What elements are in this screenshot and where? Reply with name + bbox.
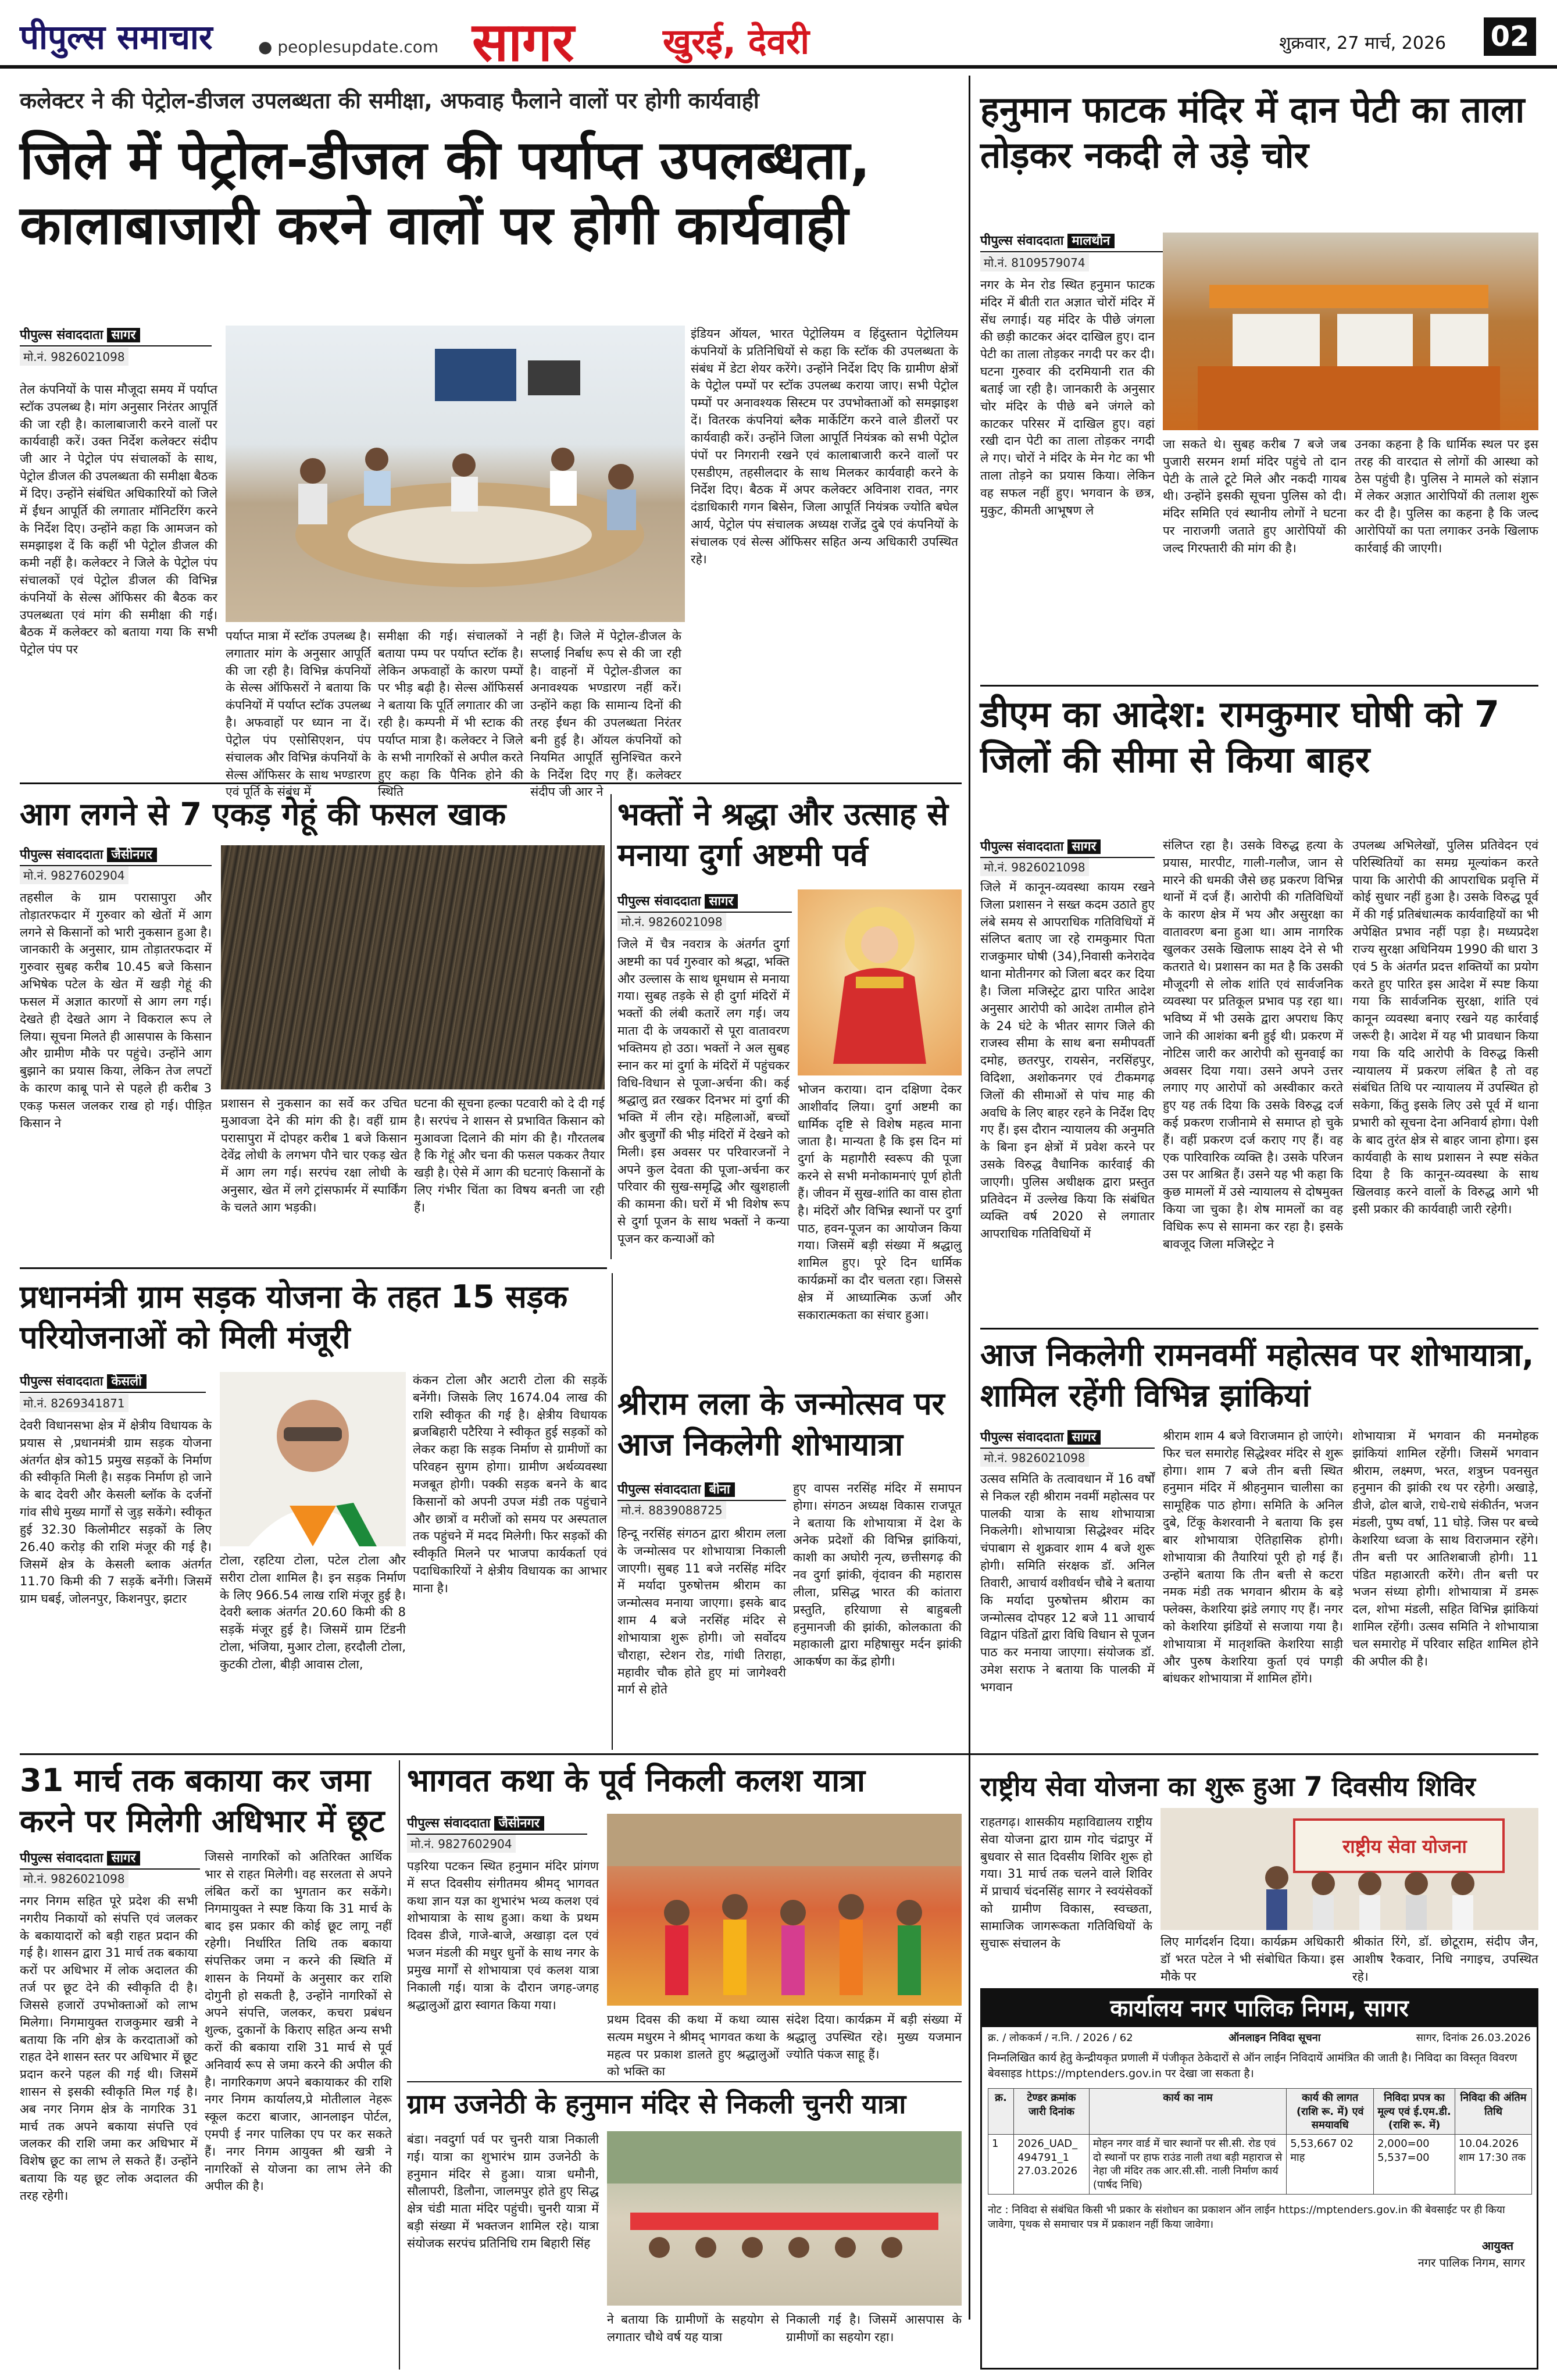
byline-place: जैसीनगर [107,848,158,862]
tender-cell: 10.04.2026 शाम 17:30 तक [1455,2135,1532,2195]
tender-cell: 1 [988,2135,1014,2195]
a9-col1: नगर निगम सहित पूरे प्रदेश की सभी नगरीय निकायों को संपत्ति एवं जलकर के बकायादारों को बड़ी राहत प्रदान की गई है। शासन द्वारा 31 मार्च तक बकाया करों पर अधिभार में लोक अदालत की तर्ज पर छूट देने की स्वीकृति दी है। जिससे हजारों उपभोक्ताओं को लाभ मिलेगा। निगमायुक्त राजकुमार खत्री ने बताया कि नगि क्षेत्र के करदाताओं को राहत देने शासन स्तर पर अधिभार में छूट प्रदान करने पहल की गई थी। जिसमें शासन से इसकी स्वीकृति मिल गई है। अब नगर निगम क्षेत्र के नागरिक 31 मार्च तक अपने बकाया संपत्ति एवं जलकर की राशि जमा कर अधिभार में विशेष छूट का लाभ ले सकते हैं। उन्होंने बताया कि यह छूट लोक अदालत की तरह रहेगी। [20,1894,198,2203]
issue-date: शुक्रवार, 27 मार्च, 2026 [1279,33,1447,53]
a3-col1: जिले में कानून-व्यवस्था कायम रखने जिला प्रशासन ने सख्त कदम उठाते हुए लंबे समय से आपराधिक गतिविधियों में संलिप्त बताए जा रहे रामकुमार पिता राजकुमार घोषी (34),निवासी कनेरादेव थाना मोतीनगर को जिला बदर कर दिया है। जिला मजिस्ट्रेट द्वारा पारित आदेश अनुसार आरोपी को आदेश तामील होने के 24 घंटे के भीतर सागर जिले की राजस्व सीमा के साथ बना समीपवर्ती दमोह, छतरपुर, रायसेन, नरसिंहपुर, विदिशा, अशोकनगर एवं टीकमगढ़ जिलों की सीमाओं से पांच माह की अवधि के लिए बाहर रहने के निर्देश दिए गए हैं। इस दौरान न्यायालय की अनुमति के बिना इन क्षेत्रों में प्रवेश करने पर उसके विरुद्ध वैधानिक कार्रवाई की जाएगी। पुलिस अधीक्षक द्वारा प्रस्तुत प्रतिवेदन में उल्लेख किया कि संबंधित व्यक्ति वर्ष 2020 से लगातार आपराधिक गतिविधियों में [980,880,1155,1241]
tender-ref-left: क्र. / लोककर्म / न.नि. / 2026 / 62 [988,2032,1133,2044]
byline-text: पीपुल्स संवाददाता [617,894,701,909]
a6-headline: प्रधानमंत्री ग्राम सड़क योजना के तहत 15 सड़क परियोजनाओं को मिली मंजूरी [20,1278,568,1356]
byline-text: पीपुल्स संवाददाता [980,234,1064,248]
tender-cell: 5,53,667 02 माह [1287,2135,1374,2195]
a6-byline [20,1372,206,1393]
tender-sign2: नगर पालिक निगम, सागर [1417,2256,1525,2270]
a1-col3: समीक्षा की गई। संचालकों ने बताया पम्प पर पर्याप्त स्टॉक है। लेकिन अफवाहों के कारण पम्पों पर भीड़ बढ़ी है। सेल्स ऑफिसर्स ने बताया कि पूर्ति लगातार की जा रही है। कम्पनी में भी स्टाक की पर्याप्त मात्रा है। कलेक्टर ने जिले के सभी नागरिकों से अपील करते हुए कहा कि पैनिक होने की स्थिति [378,629,523,799]
a11-col3: निकाली गई है। जिसमें आसपास के ग्रामीणों का सहयोग रहा। [786,2313,962,2344]
divider [980,1328,1538,1330]
a10-kalash-procession-photo [607,1814,962,2006]
a11-col2: ने बताया कि ग्रामीणों के सहयोग से लगातार चौथे वर्ष यह यात्रा [607,2313,779,2344]
a8-byline [980,1428,1155,1449]
a2-headline: हनुमान फाटक मंदिर में दान पेटी का ताला तोड़कर नकदी ले उड़े चोर [980,88,1525,176]
meeting-photo-art [226,326,685,622]
a4-col2: प्रशासन से नुकसान का सर्वे कर उचित मुआवजा देने की मांग की है। वहीं ग्राम परासापुरा में दोपहर करीब 1 बजे किसान देवेंद्र लोधी के लगभग पौने चार एकड़ खेत में आग लग गई। सरपंच रक्षा लोधी के अनुसार, खेत में लगे ट्रांसफार्मर में स्पार्किंग के चलते आग भड़की। [221,1096,407,1214]
byline-text: पीपुल्स संवाददाता [407,1816,491,1831]
a1-col1: तेल कंपनियों के पास मौजूदा समय में पर्याप्त स्टॉक उपलब्ध है। मांग अनुसार निरंतर आपूर्ति की जा रही है। कालाबाजारी करने वालों पर कार्यवाही करें। उक्त निर्देश कलेक्टर संदीप जी आर ने पेट्रोल पंप संचालकों के साथ, पेट्रोल डीजल की उपलब्धता की समीक्षा बैठक में दिए। उन्होंने संबंधित अधिकारियों को जिले में ईंधन आपूर्ति की लगातार मॉनिटरिंग करने के निर्देश दिए। उन्होंने कहा कि आमजन को समझाइश दें कि कहीं भी पेट्रोल डीजल की कमी नहीं है। कलेक्टर ने जिले के पेट्रोल पंप संचालकों एवं पेट्रोल डीजल की विभिन्न कंपनियों के सेल्स ऑफिसर की बैठक कर उपलब्धता एवं मांग की समीक्षा की गई। बैठक में कलेक्टर को बताया गया कि सभी पेट्रोल पंप पर [20,383,217,657]
a8-col1: उत्सव समिति के तत्वावधान में 16 वर्षों से निकल रही श्रीराम नवमीं महोत्सव पर पालकी यात्रा के साथ शोभायात्रा निकलेगी। शोभायात्रा सिद्धेश्वर मंदिर चंपाबाग से शुक्रवार शाम 4 बजे शुरू होगी। समिति संरक्षक डॉ. अनिल तिवारी, आचार्य वशीवर्धन चौबे ने बताया कि मर्यादा पुरुषोत्तम श्रीराम का जन्मोत्सव दोपहर 12 बजे 11 आचार्य विद्वान पंडितों द्वारा विधि विधान से पूजन पाठ कर मनाया जाएगा। संयोजक डॉ. उमेश सराफ ने बताया कि पालकी में भगवान [980,1472,1155,1694]
goddess-art [798,889,962,1075]
byline-text: पीपुल्स संवाददाता [980,1430,1064,1445]
a6-mobile: मो.नं. 8269341871 [20,1394,128,1412]
divider [980,685,1538,687]
a6-mla-photo [220,1372,406,1546]
byline-place: सागर [1067,839,1101,854]
byline-text: पीपुल्स संवाददाता [20,1851,103,1866]
byline-text: पीपुल्स संवाददाता [20,328,103,342]
a1-col4: नहीं है। जिले में पेट्रोल-डीजल के सप्लाई निर्बाध रूप से की जा रही है। वाहनों में पेट्रोल-डीजल का अनावश्यक भण्डारण नहीं करें। उन्होंने कहा कि सामान्य दिनों की तरह ईंधन की उपलब्धता निरंतर बनी हुई है। ऑयल कंपनियों को नियमित आपूर्ति सुनिश्चित करने के निर्देश दिए गए हैं। कलेक्टर संदीप जी आर ने [530,629,681,799]
masthead [0,0,1557,73]
a2-col1: नगर के मेन रोड स्थित हनुमान फाटक मंदिर में बीती रात अज्ञात चोरों मंदिर में सेंध लगाई। यह मंदिर के पीछे जंगला की छड़ी काटकर अंदर दाखिल हुए। दान पेटी का ताला तोड़कर नगदी पर कर दी। घटना गुरुवार की दरमियानी रात की बताई जा रही है। जानकारी के अनुसार चोर मंदिर के पीछे बने जंगले को काटकर परिसर में दाखिल हुए। वहां रखी दान पेटी का ताला तोड़कर नगदी ले गए। चोरों ने मंदिर के मेन गेट का भी ताला तोड़ने का प्रयास किया। लेकिन वह सफल नहीं हुए। भगवान के छत्र, मुकुट, कीमती आभूषण ले [980,278,1155,517]
byline-place: बीना [705,1482,735,1497]
divider [20,782,962,784]
a1-col5: इंडियन ऑयल, भारत पेट्रोलियम व हिंदुस्तान पेट्रोलियम कंपनियों के प्रतिनिधियों से कहा कि स्टॉक की उपलब्धता के संबंध में डेटा शेयर करेंगे। उन्होंने निर्देश दिए कि ग्रामीण क्षेत्रों के पेट्रोल पम्पों पर स्टॉक उपलब्ध कराया जाए। सभी पेट्रोल पम्पों पर अनावश्यक सिस्टम पर उपभोक्ताओं को समझाइश दें। वितरक कंपनियां ब्लैक मार्केटिंग करने वाले डीलरों पर कार्यवाही करें। उन्होंने जिला आपूर्ति नियंत्रक को सभी पेट्रोल पंपों पर निगरानी रखने एवं कालाबाजारी करने वालों पर एसडीएम, तहसीलदार के साथ मिलकर कार्यवाही करने के निर्देश दिए। बैठक में अपर कलेक्टर अविनाश रावत, नगर दंडाधिकारी गगन बिसेन, जिला आपूर्ति नियंत्रक ज्योति बघेल आर्य, पेट्रोल पंप संचालक अध्यक्ष राजेंद्र दुबे एवं कंपनियों के संचालक एवं सेल्स ऑफिसर सहित अन्य अधिकारी उपस्थित रहे। [691,327,958,566]
tender-col-header: निविदा प्रपत्र का मूल्य एवं ई.एम.डी. (राशि रू. में) [1374,2089,1455,2135]
tender-cell: 2,000=00 5,537=00 [1374,2135,1455,2195]
byline-text: पीपुल्स संवाददाता [980,839,1064,854]
a5-mobile: मो.नं. 9826021098 [617,913,726,931]
tender-cell: 2026_UAD_ 494791_1 27.03.2026 [1013,2135,1089,2195]
a10-headline: भागवत कथा के पूर्व निकली कलश यात्रा [407,1762,866,1799]
byline-place: सागर [705,894,738,909]
paper-logo: पीपुल्स समाचार [20,17,213,57]
divider [20,1267,607,1269]
a1-col2: पर्याप्त मात्रा में स्टॉक उपलब्ध है। लगातार मांग के अनुसार आपूर्ति की जा रही है। विभिन्न कंपनियों के सेल्स ऑफिसरों ने बताया कि कंपनियों में पर्याप्त स्टॉक उपलब्ध है। अफवाहों पर ध्यान ना दें। पेट्रोल पंप एसोसिएशन, पंप संचालक और विभिन्न कंपनियों के सेल्स ऑफिसर के साथ भण्डारण एवं पूर्ति के संबंध में [226,629,371,799]
tender-col-header: कार्य की लागत (राशि रू. में) एवं समयावधि [1287,2089,1374,2135]
byline-text: पीपुल्स संवाददाता [20,848,103,862]
website-text[interactable]: peoplesupdate.com [277,37,439,56]
a9-mobile: मो.नं. 9826021098 [20,1870,128,1888]
tender-ref-row [982,2027,1537,2048]
a7-col1: हिन्दू नरसिंह संगठन द्वारा श्रीराम लला के जन्मोत्सव पर शोभायात्रा निकाली जाएगी। सुबह 11 बजे नरसिंह मंदिर में मर्यादा पुरुषोत्तम श्रीराम का जन्मोत्सव मनाया जाएगा। इसके बाद शाम 4 बजे नरसिंह मंदिर से शोभायात्रा शुरू होगी। जो सर्वोदय चौराहा, स्टेशन रोड, गांधी तिराहा, महावीर चौक होते हुए मां जागेश्वरी मार्ग से होते [617,1527,786,1697]
a5-goddess-photo [798,889,962,1075]
a7-col2: हुए वापस नरसिंह मंदिर में समापन होगा। संगठन अध्यक्ष विकास राजपूत ने बताया कि शोभायात्रा में देश के अनेक प्रदेशों की विभिन्न झांकियां, काशी का अघोरी नृत्य, छत्तीसगढ़ की नव दुर्गा झांकी, वृंदावन की महारास लीला, प्रसिद्ध भारत की कांतारा प्रस्तुति, हरियाणा से बाहुबली हनुमानजी की झांकी, कोलकाता की महाकाली द्वारा महिषासुर मर्दन झांकी आकर्षण का केंद्र होगी। [793,1481,962,1669]
tender-ref-right: सागर, दिनांक 26.03.2026 [1416,2032,1531,2044]
a8-mobile: मो.नं. 9826021098 [980,1449,1089,1467]
a4-col3: घटना की सूचना हल्का पटवारी को दे दी गई है। सरपंच ने शासन से प्रभावित किसान को मुआवजा दिलाने की मांग की है। गौरतलब है कि गेहूं और चना की फसल पककर तैयार खड़ी है। ऐसे में आग की घटनाएं किसानों के लिए गंभीर चिंता का विषय बनती जा रही हैं। [414,1096,605,1214]
a8-col3: शोभायात्रा में भगवान की मनमोहक झांकियां शामिल रहेंगी। जिसमें भगवान श्रीराम, लक्ष्मण, भरत, शत्रुघ्न पवनसुत हनुमान की झांकी रथ पर रहेगी। अखाड़े, डीजे, ढोल बाजे, राधे-राधे संकीर्तन, भजन मंडली, पुष्प वर्षा, 11 घोड़े. जिस पर बच्चे केशरिया ध्वजा के साथ विराजमान रहेंगे। तीन बत्ती पर आतिशबाजी होगी। 11 पंडित महाआरती करेंगे। तीन बत्ती पर भजन संध्या होगी। शोभायात्रा में डमरू दल, शोभा मंडली, सहित विभिन्न झांकियां शामिल रहेंगी। उत्सव समिति ने शोभायात्रा चल समारोह में परिवार सहित शामिल होने की अपील की है। [1352,1429,1538,1668]
a12-col1: राहतगढ़। शासकीय महाविद्यालय राष्ट्रीय सेवा योजना द्वारा ग्राम गोद चंद्रापुर में बुधवार से सात दिवसीय शिविर शुरू हो गया। 31 मार्च तक चलने वाले शिविर में प्राचार्य चंदनसिंह सागर ने स्वयंसेवकों को ग्रामीण विकास, स्वच्छता, सामाजिक जागरूकता गतिविधियों के सुचारू संचालन के [980,1815,1152,1950]
column-divider [969,76,970,2320]
divider [20,1753,1538,1755]
a10-byline [407,1814,587,1835]
tender-sign1: आयुक्त [1481,2239,1513,2253]
mla-portrait-art [220,1372,406,1546]
a2-mobile: मो.नं. 8109579074 [980,253,1089,271]
tender-header-row [988,2089,1532,2135]
a3-col2: संलिप्त रहा है। उसके विरुद्ध हत्या के प्रयास, मारपीट, गाली-गलौज, जान से मारने की धमकी जैसे छह प्रकरण विभिन्न थानों में दर्ज हैं। आरोपी की गतिविधियों के कारण क्षेत्र में भय और असुरक्षा का वातावरण बना हुआ था। आम नागरिक खुलकर उसके खिलाफ साक्ष्य देने से भी कतराते थे। प्रशासन का मत है कि उसकी मौजूदगी से लोक शांति एवं सार्वजनिक व्यवस्था पर प्रतिकूल प्रभाव पड़ रहा था। भविष्य में भी उसके द्वारा अपराध किए जाने की आशंका बनी हुई थी। प्रकरण में नोटिस जारी कर आरोपी को सुनवाई का अवसर दिया गया। उसने अपने उत्तर लगाए गए आरोपों को अस्वीकार करते हुए यह तर्क दिया कि उसके विरुद्ध दर्ज कई प्रकरण राजीनामे से समाप्त हो चुके हैं। वहीं प्रकरण दर्ज कराए गए हैं। वह एक पारिवारिक व्यक्ति है। उसके परिजन उस पर आश्रित हैं। उसने यह भी कहा कि कुछ मामलों में उसे न्यायालय से दोषमुक्त किया जा चुका है। शेष मामलों का वह विधिक रूप से सामना कर रहा है। इसके बावजूद जिला मजिस्ट्रेट ने [1163,838,1343,1251]
a10-col3: संदेश दिया। कार्यक्रम में बड़ी संख्या में श्रद्धालु उपस्थित रहे। मुख्य यजमान ज्योति पंकज साहू हैं। [786,2013,962,2061]
a3-col3: उपलब्ध अभिलेखों, पुलिस प्रतिवेदन एवं परिस्थितियों का समग्र मूल्यांकन करते पाया कि आरोपी की आपराधिक प्रवृत्ति में कोई सुधार नहीं हुआ है। उसके विरुद्ध पूर्व में की गई प्रतिबंधात्मक कार्यवाहियों का भी अपेक्षित प्रभाव नहीं पड़ा है। मध्यप्रदेश राज्य सुरक्षा अधिनियम 1990 की धारा 3 एवं 5 के अंतर्गत प्रदत्त शक्तियों का प्रयोग करते हुए पारित इस आदेश में स्पष्ट किया गया कि सार्वजनिक सुरक्षा, शांति एवं कानून व्यवस्था बनाए रखने यह कार्रवाई जरूरी है। आदेश में यह भी प्रावधान किया गया कि यदि आरोपी के विरुद्ध किसी न्यायालय में प्रकरण लंबित है तो वह संबंधित तिथि पर न्यायालय में उपस्थित हो सकेगा, किंतु इसके लिए उसे पूर्व में थाना प्रभारी को सूचना देना अनिवार्य होगा। पेशी के बाद तुरंत क्षेत्र से बाहर जाना होगा। इस कार्यवाही के साथ प्रशासन ने स्पष्ट संकेत दिया है कि कानून-व्यवस्था के साथ खिलवाड़ करने वालों के विरुद्ध आगे भी इसी प्रकार की कार्यवाही जारी रहेगी। [1352,838,1538,1217]
a2-temple-photo [1163,233,1538,430]
nss-art [1160,1808,1538,1930]
a11-col1: बंडा। नवदुर्गा पर्व पर चुनरी यात्रा निकाली गई। यात्रा का शुभारंभ ग्राम उजनेठी के हनुमान मंदिर से हुआ। यात्रा धमौनी, सौलापरी, डिलौना, जालमपुर होते हुए सिद्ध क्षेत्र चंडी माता मंदिर पहुंची। चुनरी यात्रा में बड़ी संख्या में भक्तजन शामिल रहे। यात्रा संयोजक सरपंच प्रतिनिधि राम बिहारी सिंह [407,2132,599,2250]
divider [612,1273,613,1750]
a12-nss-photo [1160,1808,1538,1930]
byline-text: पीपुल्स संवाददाता [20,1374,103,1389]
a2-col3: उनका कहना है कि धार्मिक स्थल पर इस तरह की वारदात से लोगों की आस्था को ठेस पहुंची है। पुलिस ने मामले को संज्ञान में लेकर अज्ञात आरोपियों की तलाश शुरू कर दी है। पुलिस का कहना है कि जल्द आरोपियों का पता लगाकर उनके खिलाफ कार्रवाई की जाएगी। [1355,437,1538,555]
a5-byline [617,892,792,913]
a2-byline [980,231,1166,252]
byline-place: सागर [107,328,141,342]
a3-headline: डीएम का आदेश: रामकुमार घोषी को 7 जिलों की सीमा से किया बाहर [980,693,1500,781]
a10-col1: पड़रिया पटकन स्थित हनुमान मंदिर प्रांगण में सप्त दिवसीय संगीतमय श्रीमद् भागवत कथा ज्ञान यज्ञ का शुभारंभ भव्य कलश एवं शोभायात्रा के साथ हुआ। कथा के प्रथम दिवस डीजे, गाजे-बाजे, अखाड़ा दल एवं भजन मंडली की मधुर धुनों के साथ नगर के प्रमुख मार्गों से शोभायात्रा एवं कलश यात्रा निकाली गई। यात्रा के दौरान जगह-जगह श्रद्धालुओं द्वारा स्वागत किया गया। [407,1859,599,2012]
a6-col2: टोला, रहटिया टोला, पटेल टोला और सरीरा टोला शामिल है। इन सड़क निर्माण के लिए 966.54 लाख राशि मंजूर हुई है। देवरी ब्लाक अंतर्गत 20.60 किमी की 8 सड़कें मंजूर हुई है। जिसमें ग्राम टिंडनी टोला, भंजिया, मुआर टोला, हरदौली टोला, कुटकी टोला, बीड़ी आवास टोला, [220,1553,406,1671]
tender-notice-title: ऑनलाइन निविदा सूचना [1228,2032,1321,2044]
page-number: 02 [1484,17,1536,56]
a7-mobile: मो.नं. 8839088725 [617,1501,726,1519]
table-row [988,2135,1532,2195]
a1-kicker: कलेक्टर ने की पेट्रोल-डीजल उपलब्धता की समीक्षा, अफवाह फैलाने वालों पर होगी कार्यवाही [20,88,759,113]
a8-col2: श्रीराम शाम 4 बजे विराजमान हो जाएंगे। फिर चल समारोह सिद्धेश्वर मंदिर से शुरू होगा। शाम 7 बजे तीन बत्ती स्थित हनुमान मंदिर में श्रीहनुमान चालीसा का सामूहिक पाठ होगा। समिति के अनिल दुबे, टिंकू केशरवानी ने बताया कि इस बार शोभायात्रा ऐतिहासिक होगी। शोभायात्रा की तैयारियां पूरी हो गई हैं। उन्होंने बताया कि तीन बत्ती से कटरा नमक मंडी तक भगवान श्रीराम के बड़े फ्लेक्स, केशरिया झंडे लगाए गए हैं। नगर को केशरिया झंडियों से सजाया गया है। शोभायात्रा में मातृशक्ति केशरिया साड़ी और पुरुष केशरिया कुर्ता एवं पगड़ी बांधकर शोभायात्रा में शामिल होंगे। [1163,1429,1343,1686]
a8-headline: आज निकलेगी रामनवमीं महोत्सव पर शोभायात्रा, शामिल रहेंगी विभिन्न झांकियां [980,1336,1534,1414]
a4-byline [20,845,212,866]
a1-byline [20,326,212,346]
tender-intro: निम्नलिखित कार्य हेतु केन्द्रीयकृत प्रणाली में पंजीकृत ठेकेदारों से ऑन लाईन निविदायें आमंत्रित की जाती है। निविदा का विस्तृत विवरण बेवसाइड https://mptenders.gov.in पर देखा जा सकता है। [988,2052,1517,2080]
a3-byline [980,837,1155,858]
a4-headline: आग लगने से 7 एकड़ गेहूं की फसल खाक [20,796,506,832]
a2-col2: जा सकते थे। सुबह करीब 7 बजे जब पुजारी सरमन शर्मा मंदिर पहुंचे तो दान पेटी के ताले टूटे मिले और नकदी गायब थी। उन्होंने इसकी सूचना पुलिस को दी। मंदिर समिति एवं स्थानीय लोगों ने घटना पर नाराजगी जताते हुए आरोपियों की जल्द गिरफ्तारी की मांग की है। [1163,437,1347,555]
a4-mobile: मो.नं. 9827602904 [20,866,128,884]
tender-col-header: टेण्डर क्रमांक जारी दिनांक [1013,2089,1089,2135]
a12-col2: लिए मार्गदर्शन दिया। कार्यक्रम अधिकारी डॉ भरत पटेल ने भी संबोधित किया। इस मौके पर [1160,1935,1344,1984]
tender-col-header: क्र. [988,2089,1014,2135]
yatra-art [607,2131,962,2306]
a5-col1: जिले में चैत्र नवरात्र के अंतर्गत दुर्गा अष्टमी का पर्व गुरुवार को श्रद्धा, भक्ति और उल्लास के साथ धूमधाम से मनाया गया। सुबह तड़के से ही दुर्गा मंदिरों में भक्तों की लंबी कतारें लग गई। जय माता दी के जयकारों से पूरा वातावरण भक्तिमय हो उठा। भक्तों ने अल सुबह स्नान कर मां दुर्गा के मंदिरों में पहुंचकर विधि-विधान से पूजा-अर्चना की। कई श्रद्धालु व्रत रखकर दिनभर मां दुर्गा की भक्ति में लीन रहे। महिलाओं, बच्चों और बुजुर्गों की भीड़ मंदिरों में देखने को मिली। इस अवसर पर परिवारजनों ने अपने कुल देवता की पूजा-अर्चना कर परिवार की सुख-समृद्धि और खुशहाली की कामना की। घरों में भी विशेष रूप से दुर्गा पूजन के साथ भक्तों ने कन्या पूजन कर कन्याओं को [617,937,790,1246]
a9-headline: 31 मार्च तक बकाया कर जमा करने पर मिलेगी अधिभार में छूट [20,1762,385,1840]
nss-banner-text: राष्ट्रीय सेवा योजना [1342,1835,1467,1857]
edition-sub-cities: खुरई, देवरी [663,22,810,62]
a3-mobile: मो.नं. 9826021098 [980,858,1089,876]
byline-place: सागर [107,1851,141,1866]
tender-office: कार्यालय नगर पालिक निगम, सागर [982,1990,1537,2027]
a5-col2: भोजन कराया। दान दक्षिणा देकर आशीर्वाद लिया। दुर्गा अष्टमी का धार्मिक दृष्टि से विशेष महत्व माना जाता है। मान्यता है कि इस दिन मां दुर्गा के महागौरी स्वरूप की पूजा करने से सभी मनोकामनाएं पूर्ण होती हैं। जीवन में सुख-शांति का वास होता है। मंदिरों और विभिन्न स्थानों पर दुर्गा पाठ, हवन-पूजन का आयोजन किया गया। जिसमें बड़ी संख्या में श्रद्धालु शामिल हुए। पूरे दिन धार्मिक कार्यक्रमों का दौर चलता रहा। जिससे क्षेत्र में आध्यात्मिक ऊर्जा और सकारात्मकता का संचार हुआ। [798,1082,962,1322]
tender-notice-box [980,1988,1538,2370]
website-link[interactable]: ● peoplesupdate.com [258,37,439,56]
byline-text: पीपुल्स संवाददाता [617,1482,701,1497]
byline-place: सागर [1067,1430,1101,1445]
tender-col-header: कार्य का नाम [1089,2089,1286,2135]
a12-headline: राष्ट्रीय सेवा योजना का शुरू हुआ 7 दिवसीय शिविर [980,1771,1476,1802]
divider [610,794,612,1259]
a7-byline [617,1480,786,1501]
byline-place: मालथौन [1067,234,1115,248]
a4-col1: तहसील के ग्राम परासापुरा और तोड़ातरफदार में गुरुवार को खेतों में आग लगने से किसानों को भारी नुकसान हुआ है। जानकारी के अनुसार, ग्राम तोड़ातरफदार में गुरुवार सुबह करीब 10.45 बजे किसान अभिषेक पटेल के खेत में खड़ी गेहूं की फसल में अज्ञात कारणों से आग लग गई। देखते ही देखते आग ने विकराल रूप ले लिया। सूचना मिलते ही आसपास के किसान और ग्रामीण मौके पर पहुंचे। उन्होंने आग बुझाने का प्रयास किया, लेकिन तेज लपटों के कारण काबू पाने से पहले ही करीब 3 एकड़ फसल जलकर राख हो गई। पीड़ित किसान ने [20,891,212,1130]
byline-place: केसली [107,1374,147,1389]
edition-city: सागर [472,11,574,73]
tender-table [988,2088,1532,2195]
divider [407,2081,962,2082]
a6-col1: देवरी विधानसभा क्षेत्र में क्षेत्रीय विधायक के प्रयास से ,प्रधानमंत्री ग्राम सड़क योजना अंतर्गत क्षेत्र को15 प्रमुख सड़कों के निर्माण की स्वीकृति मिली है। सड़क निर्माण हो जाने के बाद देवरी और केसली ब्लॉक के दर्जनों गांव सीधे मुख्य मार्गों से जुड़ सकेंगे। स्वीकृत हुई 32.30 किलोमीटर सड़कों के लिए 26.40 करोड़ की राशि मंजूर की गई है। जिसमें क्षेत्र के केसली ब्लाक अंतर्गत 11.70 किमी की 7 सड़कें बनेंगी। जिसमें ग्राम घबई, जोलनपुर, किशनपुर, झटार [20,1418,212,1606]
a4-burnt-field-photo [221,845,605,1089]
tender-col-header: निविदा की अंतिम तिथि [1455,2089,1532,2135]
a1-mobile: मो.नं. 9826021098 [20,348,128,366]
a1-meeting-photo [226,326,685,622]
a9-byline [20,1849,200,1870]
procession-art [607,1814,962,2006]
temple-photo-art [1163,233,1538,430]
a9-col2: जिससे नागरिकों को अतिरिक्त आर्थिक भार से राहत मिलेगी। वह सरलता से अपने लंबित करों का भुगतान कर सकेंगे। निगमायुक्त ने स्पष्ट किया कि 31 मार्च के बाद इस प्रकार की कोई छूट लागू नहीं रहेगी। निर्धारित तिथि तक बकाया संपत्तिकर जमा न करने की स्थिति में शासन के नियमों के अनुसार कर राशि दोगुनी हो सकती है, उन्होंने नागरिकों से अपने संपत्ति, जलकर, कचरा प्रबंधन शुल्क, दुकानों के किराए सहित अन्य सभी करों की बकाया राशि 31 मार्च से पूर्व अनिवार्य रूप से जमा करने की अपील की है। नागरिकगण अपने बकायाकर की राशि नगर निगम कार्यालय,प्रे मोतीलाल नेहरू स्कूल कटरा बाजार, आनलाइन पोर्टल, एमपी ई नगर पालिका एप पर कर सकते हैं। नगर निगम आयुक्त श्री खत्री ने नागरिकों से योजना का लाभ लेने की अपील की है। [205,1850,392,2193]
tender-note: नोट : निविदा से संबंधित किसी भी प्रकार के संशोधन का प्रकाशन ऑन लाईन https://mptenders.gov.in की बेवसाईट पर ही किया जावेगा, पृथक से समाचार पत्र में प्रकाशन नहीं किया जावेगा। [988,2203,1505,2231]
a11-chunari-yatra-photo [607,2131,962,2306]
a12-col3: श्रीकांत रिंगे, डॉ. छोटूराम, संदीप जैन, आशीष रैकवार, निधि नगाइच, उपस्थित रहे। [1352,1935,1538,1984]
a5-headline: भक्तों ने श्रद्धा और उत्साह से मनाया दुर्गा अष्टमी पर्व [617,796,949,874]
tender-cell: मोहन नगर वार्ड में चार स्थानों पर सी.सी. रोड एवं दो स्थानों पर हाफ राउंड नाली तथा बड़ी महाराज से नेहा जी मंदिर तक आर.सी.सी. नाली निर्माण कार्य (पार्षद निधि) [1089,2135,1286,2195]
a10-col2: प्रथम दिवस की कथा में कथा व्यास सत्यम मधुरम ने श्रीमद् भागवत कथा के महत्व पर प्रकाश डालते हुए श्रद्धालुओं को भक्ति का [607,2013,779,2079]
a6-col3: कंकन टोला और अटारी टोला की सड़कें बनेंगी। जिसके लिए 1674.04 लाख की राशि स्वीकृत की गई है। क्षेत्रीय विधायक ब्रजबिहारी पटैरिया ने स्वीकृत हुई सड़कों को लेकर कहा कि सड़क निर्माण से ग्रामीणों का परिवहन सुगम होगा। ग्रामीण अर्थव्यवस्था मजबूत होगी। पक्की सड़क बनने के बाद किसानों को अपनी उपज मंडी तक पहुंचाने और छात्रों व मरीजों को समय पर अस्पताल तक पहुंचने में मदद मिलेगी। फिर सड़कों की स्वीकृति मिलने पर भाजपा कार्यकर्ता एवं पदाधिकारियों ने क्षेत्रीय विधायक का आभार माना है। [413,1373,607,1595]
byline-place: जैसीनगर [494,1816,545,1831]
a10-mobile: मो.नं. 9827602904 [407,1835,516,1853]
divider [399,1760,400,2370]
a11-headline: ग्राम उजनेठी के हनुमान मंदिर से निकली चुनरी यात्रा [407,2088,906,2120]
a1-headline: जिले में पेट्रोल-डीजल की पर्याप्त उपलब्धता, कालाबाजारी करने वालों पर होगी कार्यवाही [20,129,870,257]
a7-headline: श्रीराम लला के जन्मोत्सव पर आज निकलेगी शोभायात्रा [617,1385,945,1463]
